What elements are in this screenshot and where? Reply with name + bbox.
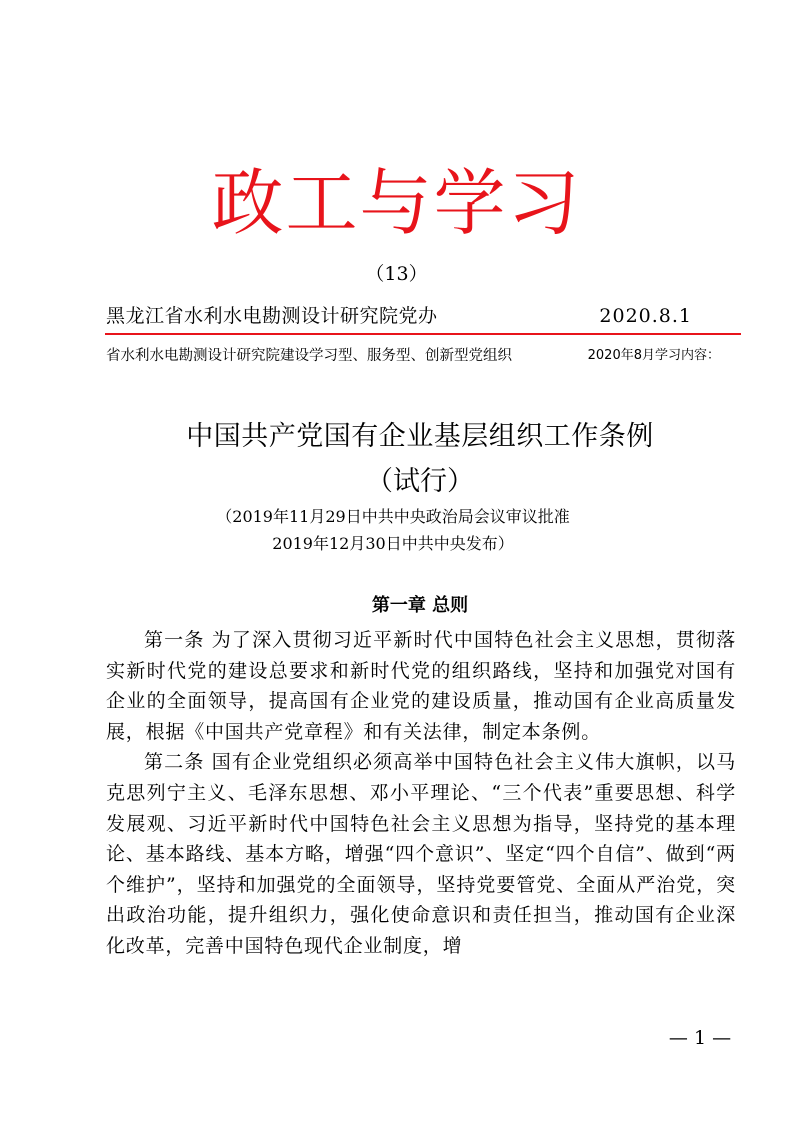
- document-body: [106, 625, 736, 962]
- article-paragraph: 第二条 国有企业党组织必须高举中国特色社会主义伟大旗帜，以马克思列宁主义、毛泽东思想、邓小平理论、“三个代表”重要思想、科学发展观、习近平新时代中国特色社会主义思想为指导，坚持党的基本理论、基本路线、基本方略，增强“四个意识”、坚定“四个自信”、做到“两个维护”，坚持和加强党的全面领导，坚持党要管党、全面从严治党，突出政治功能，提升组织力，强化使命意识和责任担当，推动国有企业深化改革，完善中国特色现代企业制度，增: [106, 751, 736, 957]
- masthead-divider: [105, 333, 741, 335]
- issuing-organization: 黑龙江省水利水电勘测设计研究院党办: [106, 305, 438, 327]
- document-title: 中国共产党国有企业基层组织工作条例: [186, 421, 654, 452]
- masthead-title: 政工与学习: [211, 161, 582, 245]
- subheader-line: [106, 345, 720, 367]
- subheader-organization: 省水利水电勘测设计研究院建设学习型、服务型、创新型党组织: [106, 348, 512, 364]
- document-subtitle: （试行）: [366, 466, 474, 497]
- article-paragraph: 第一条 为了深入贯彻习近平新时代中国特色社会主义思想，贯彻落实新时代党的建设总要求和新时代党的组织路线，坚持和加强党对国有企业的全面领导，提高国有企业党的建设质量，推动国有企业高质量发展，根据《中国共产党章程》和有关法律，制定本条例。: [106, 629, 736, 743]
- approval-note-line-2: 2019年12月30日中共中央发布）: [272, 534, 514, 553]
- issue-number: （13）: [365, 263, 428, 285]
- chapter-heading: 第一章 总则: [371, 595, 469, 616]
- issue-date: 2020.8.1: [599, 305, 692, 327]
- masthead-info-line: [106, 303, 692, 329]
- approval-note-line-1: （2019年11月29日中共中央政治局会议审议批准: [216, 507, 570, 526]
- page-number: — 1 —: [668, 1027, 732, 1049]
- subheader-study-content: 2020年8月学习内容：: [587, 348, 720, 363]
